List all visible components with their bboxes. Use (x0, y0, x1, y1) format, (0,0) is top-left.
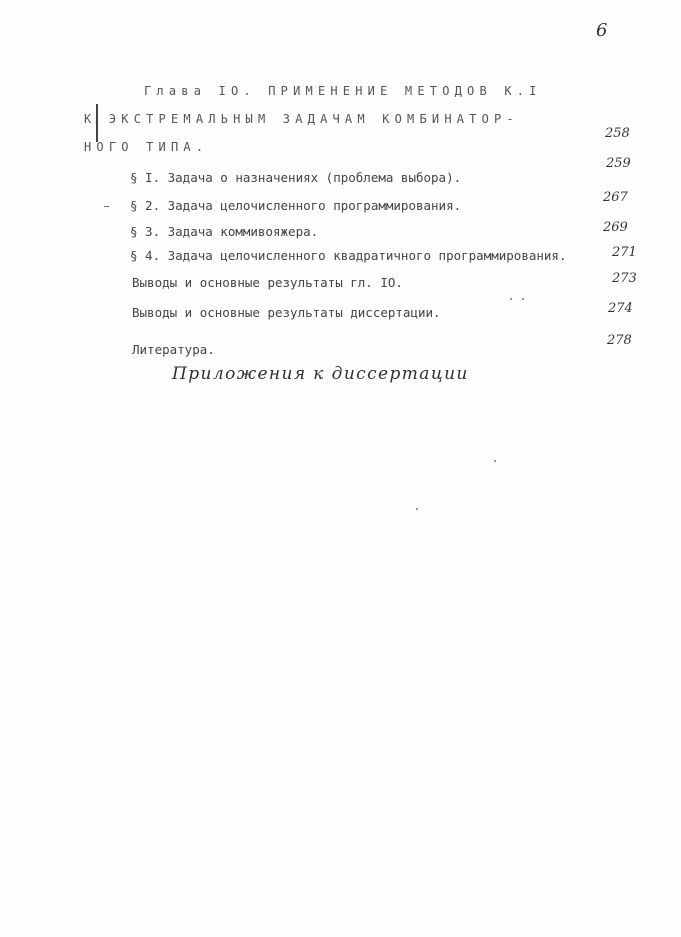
paper-speck (494, 460, 496, 462)
paper-speck (510, 298, 512, 300)
toc-item-3-page: 269 (603, 220, 628, 235)
chapter-heading-line-3: НОГО ТИПА. (84, 140, 209, 154)
chapter-page-number: 258 (605, 126, 630, 141)
toc-item-3: § 3. Задача коммивояжера. (130, 224, 319, 239)
page-number: 6 (596, 20, 608, 41)
toc-item-5: Выводы и основные результаты гл. IO. (132, 275, 403, 290)
chapter-heading-line-2: К ЭКСТРЕМАЛЬНЫМ ЗАДАЧАМ КОМБИНАТОР- (84, 112, 519, 126)
toc-item-7: Литература. (132, 342, 215, 357)
toc-item-4: § 4. Задача целочисленного квадратичного программирования. (130, 248, 567, 263)
chapter-heading-line-1: Глава IO. ПРИМЕНЕНИЕ МЕТОДОВ К.I (144, 84, 542, 98)
toc-item-7-page: 278 (607, 333, 632, 348)
toc-item-6-page: 274 (608, 301, 633, 316)
paper-speck (522, 298, 524, 300)
toc-item-2-page: 267 (603, 190, 628, 205)
paper-speck (416, 508, 418, 510)
toc-item-1-page: 259 (606, 156, 631, 171)
toc-item-2: § 2. Задача целочисленного программирования. (130, 198, 462, 213)
margin-dash (104, 206, 109, 207)
handwritten-appendix-note: Приложения к диссертации (172, 364, 469, 384)
toc-item-1: § I. Задача о назначениях (проблема выбора). (130, 170, 462, 185)
toc-item-5-page: 273 (612, 271, 637, 286)
toc-item-4-page: 271 (612, 245, 637, 260)
toc-item-6: Выводы и основные результаты диссертации. (132, 305, 441, 320)
